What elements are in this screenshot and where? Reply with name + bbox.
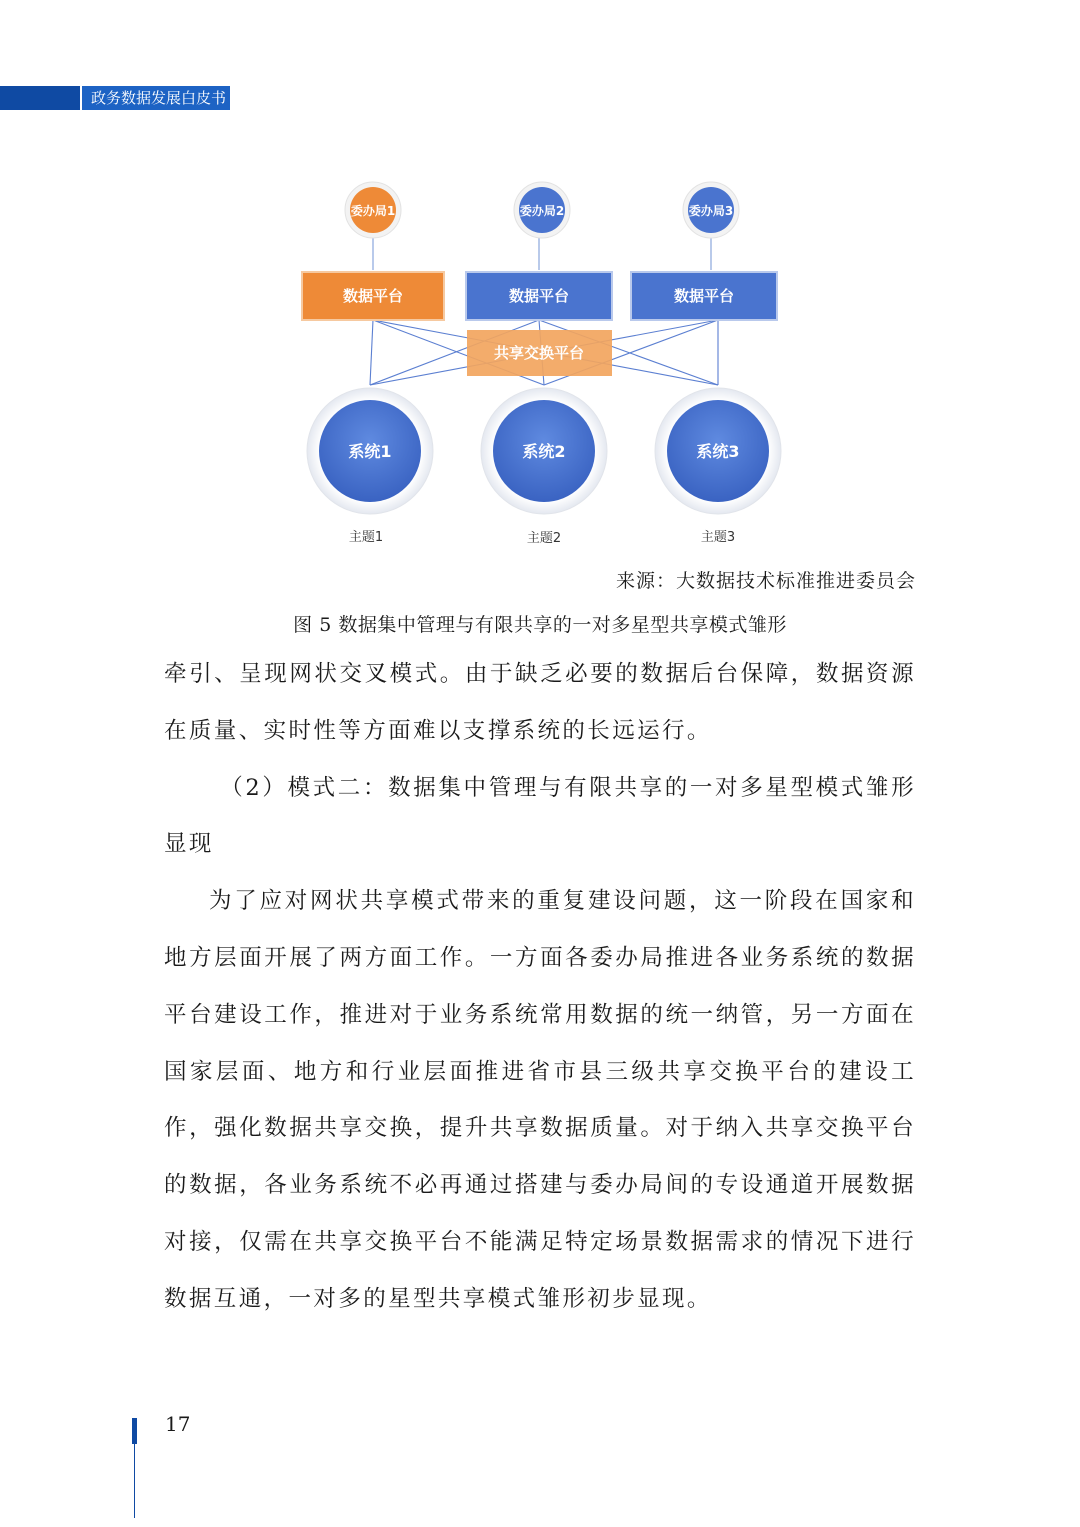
paragraph-continued: 牵引、呈现网状交叉模式。由于缺乏必要的数据后台保障，数据资源在质量、实时性等方面难以支撑系统的长远运行。 [164, 661, 916, 744]
paragraph: 为了应对网状共享模式带来的重复建设问题，这一阶段在国家和地方层面开展了两方面工作。一方面各委办局推进各业务系统的数据平台建设工作，推进对于业务系统常用数据的统一纳管，另一方面在国家层面、地方和行业层面推进省市县三级共享交换平台的建设工作，强化数据共享交换，提升共享数据质量。对于纳入共享交换平台的数据，各业务系统不必再通过搭建与委办局间的专设通道开展数据对接，仅需在共享交换平台不能满足特定场景数据需求的情况下进行数据互通，一对多的星型共享模式雏形初步显现。 [164, 888, 916, 1312]
data-platform-label-2: 数据平台 [508, 287, 570, 305]
system-label-2: 系统2 [522, 442, 566, 461]
agency-node-2 [514, 182, 570, 238]
data-platform-3 [631, 272, 777, 320]
figure-caption: 图 5 数据集中管理与有限共享的一对多星型共享模式雏形 [293, 614, 787, 636]
system-label-3: 系统3 [696, 442, 740, 461]
system-node-1 [307, 388, 433, 514]
agency-node-1 [345, 182, 401, 238]
system-node-2 [481, 388, 607, 514]
data-platform-label-3: 数据平台 [673, 287, 735, 305]
topic-label-1: 主题1 [348, 530, 384, 545]
data-platform-2 [466, 272, 612, 320]
page-number: 17 [165, 1412, 191, 1436]
page-marker [132, 1418, 137, 1444]
figure-source: 来源：大数据技术标准推进委员会 [615, 570, 916, 592]
data-platform-label-1: 数据平台 [342, 287, 404, 305]
system-node-3 [655, 388, 781, 514]
agency-node-3 [683, 182, 739, 238]
section-heading: （2）模式二：数据集中管理与有限共享的一对多星型模式雏形显现 [164, 774, 916, 858]
agency-label-1: 委办局1 [350, 204, 396, 218]
agency-label-3: 委办局3 [688, 204, 734, 218]
body-text [164, 646, 916, 1328]
data-platform-1 [302, 272, 444, 320]
exchange-platform-label: 共享交换平台 [493, 344, 585, 362]
agency-label-2: 委办局2 [519, 204, 565, 218]
page-marker-line [134, 1444, 135, 1518]
topic-label-3: 主题3 [700, 530, 736, 545]
diagram-svg [290, 170, 800, 560]
document-title: 政务数据发展白皮书 [82, 86, 230, 110]
figure-star-sharing-diagram [290, 170, 800, 560]
system-label-1: 系统1 [348, 442, 392, 461]
exchange-platform [467, 330, 612, 376]
header-accent-bar [0, 86, 80, 110]
topic-label-2: 主题2 [526, 531, 562, 546]
